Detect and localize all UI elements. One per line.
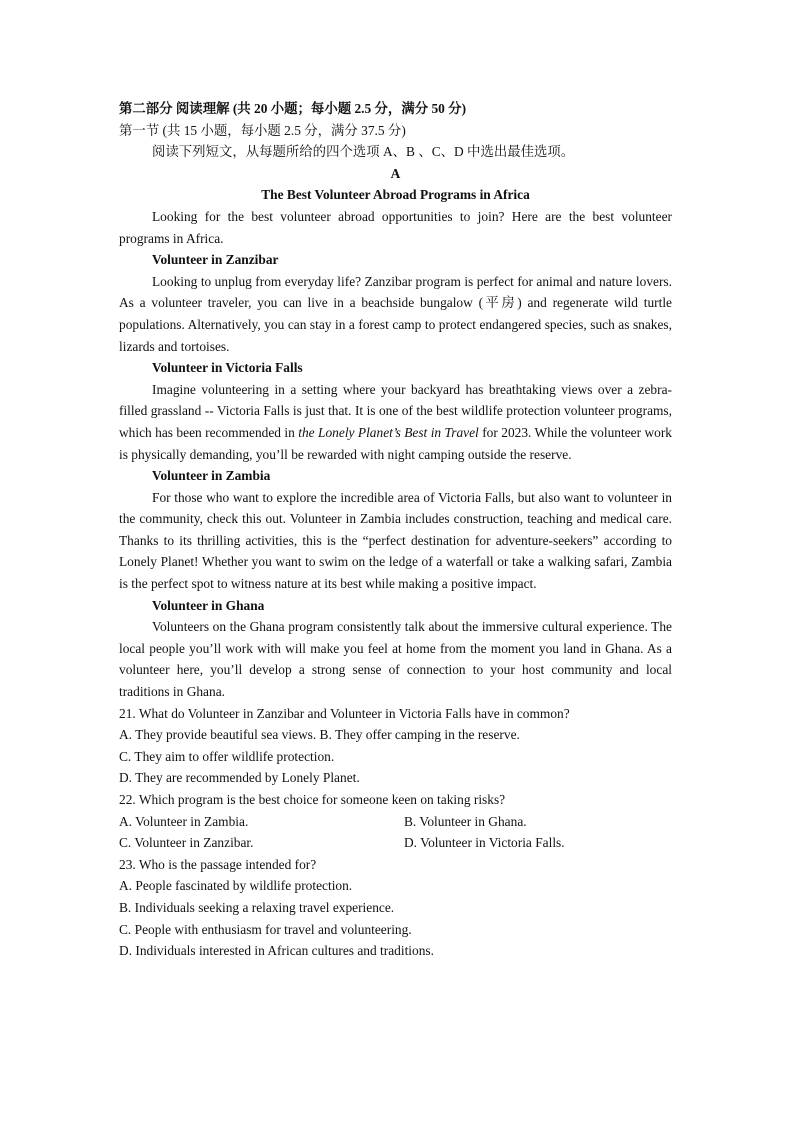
section-text-ghana: Volunteers on the Ghana program consistently talk about the immersive cultural experience. The local people you’ll work with will make you feel at home from the moment you land in Ghana. As a volunteer here, you’ll develop a strong sense of connection to your host community and local traditions in Ghana. xyxy=(119,619,672,700)
question-23-option-c: C. People with enthusiasm for travel and volunteering. xyxy=(119,921,412,937)
passage-intro: Looking for the best volunteer abroad opportunities to join? Here are the best volunteer programs in Africa. xyxy=(119,208,672,246)
section-heading-zanzibar: Volunteer in Zanzibar xyxy=(152,252,279,268)
question-22-option-a: A. Volunteer in Zambia. xyxy=(119,813,249,829)
question-23-option-b: B. Individuals seeking a relaxing travel experience. xyxy=(119,899,395,915)
section-text-victoria-falls-a: Imagine volunteering in a setting where your backyard has breathtaking views over a zebra-filled grassland -- Victoria Falls is just that. It is one of the best wildlife protection volunteer programs, which has been recommended in xyxy=(119,381,672,440)
question-22-row-1 xyxy=(119,811,672,833)
section-text-victoria-falls xyxy=(119,379,672,465)
section-heading-ghana: Volunteer in Ghana xyxy=(152,597,265,613)
question-21-option-d: D. They are recommended by Lonely Planet. xyxy=(119,770,360,786)
section-text-zambia: For those who want to explore the incredible area of Victoria Falls, but also want to volunteer in the community, check this out. Volunteer in Zambia includes construction, teaching and medical care. Thanks to its thrilling activities, this is the “perfect destination for adventure-seekers” according to Lonely Planet! Whether you want to swim on the ledge of a waterfall or take a walking safari, Zambia is the perfect spot to witness nature at its best while making a positive impact. xyxy=(119,489,672,592)
instruction: 阅读下列短文，从每题所给的四个选项 A、B 、C、D 中选出最佳选项。 xyxy=(152,144,575,160)
section-heading-zambia: Volunteer in Zambia xyxy=(152,468,271,484)
passage-title: The Best Volunteer Abroad Programs in Africa xyxy=(261,187,530,203)
exam-page xyxy=(119,98,672,962)
section-heading: 第一节 (共 15 小题，每小题 2.5 分，满分 37.5 分) xyxy=(119,122,406,138)
question-23-option-a: A. People fascinated by wildlife protection. xyxy=(119,878,353,894)
section-heading-victoria-falls: Volunteer in Victoria Falls xyxy=(152,360,303,376)
section-text-victoria-falls-b: for 2023. While the volunteer work is physically demanding, you’ll be rewarded with night camping outside the reserve. xyxy=(119,424,672,462)
passage-label: A xyxy=(390,165,401,181)
question-22-stem: 22. Which program is the best choice for someone keen on taking risks? xyxy=(119,792,506,807)
question-21-option-c: C. They aim to offer wildlife protection. xyxy=(119,748,335,764)
lonely-planet-title: the Lonely Planet’s Best in Travel xyxy=(298,424,479,440)
question-22-row-2 xyxy=(119,832,672,854)
part-heading: 第二部分 阅读理解 (共 20 小题；每小题 2.5 分，满分 50 分) xyxy=(119,101,467,116)
question-23-stem: 23. Who is the passage intended for? xyxy=(119,856,317,872)
question-22-option-b: B. Volunteer in Ghana. xyxy=(404,813,527,829)
question-22-option-d: D. Volunteer in Victoria Falls. xyxy=(404,835,565,851)
question-21-stem: 21. What do Volunteer in Zanzibar and Volunteer in Victoria Falls have in common? xyxy=(119,705,570,721)
question-21-option-ab: A. They provide beautiful sea views. B. They offer camping in the reserve. xyxy=(119,727,520,743)
question-22-option-c: C. Volunteer in Zanzibar. xyxy=(119,835,254,851)
section-text-zanzibar: Looking to unplug from everyday life? Zanzibar program is perfect for animal and nature lovers. As a volunteer traveler, you can live in a beachside bungalow (平房) and regenerate wild turtle populations. Alternatively, you can stay in a forest camp to protect endangered species, such as snakes, lizards and tortoises. xyxy=(119,273,672,354)
question-23-option-d: D. Individuals interested in African cultures and traditions. xyxy=(119,943,434,959)
